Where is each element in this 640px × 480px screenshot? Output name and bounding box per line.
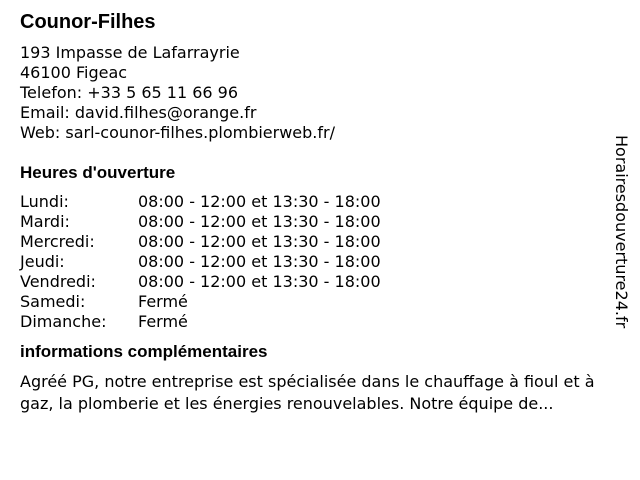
address-street: 193 Impasse de Lafarrayrie [20, 43, 240, 62]
phone-number: Telefon: +33 5 65 11 66 96 [20, 83, 239, 102]
day-label: Samedi: [20, 292, 86, 311]
day-hours: 08:00 - 12:00 et 13:30 - 18:00 [138, 252, 381, 271]
day-label: Mercredi: [20, 232, 95, 251]
hours-row-tuesday [20, 212, 381, 232]
day-hours: 08:00 - 12:00 et 13:30 - 18:00 [138, 192, 381, 211]
day-label: Jeudi: [20, 252, 65, 271]
address-city: 46100 Figeac [20, 63, 128, 82]
site-brand-vertical: Horairesdouverture24.fr [612, 135, 631, 329]
day-label: Lundi: [20, 192, 69, 211]
business-name: Counor-Filhes [20, 11, 156, 33]
day-label: Dimanche: [20, 312, 107, 331]
website-address: Web: sarl-counor-filhes.plombierweb.fr/ [20, 123, 335, 142]
hours-row-thursday [20, 252, 381, 272]
hours-row-monday [20, 192, 381, 212]
hours-row-saturday [20, 292, 381, 312]
opening-hours-table [20, 192, 381, 332]
opening-hours-heading: Heures d'ouverture [20, 163, 176, 182]
day-hours: Fermé [138, 292, 188, 311]
additional-info-heading: informations complémentaires [20, 342, 268, 361]
hours-row-sunday [20, 312, 381, 332]
day-hours: Fermé [138, 312, 188, 331]
business-description: Agréé PG, notre entreprise est spécialisée dans le chauffage à fioul et à gaz, la plomberie et les énergies renouvelables. Notre équipe de... [20, 372, 595, 413]
day-label: Mardi: [20, 212, 70, 231]
hours-row-wednesday [20, 232, 381, 252]
day-label: Vendredi: [20, 272, 96, 291]
day-hours: 08:00 - 12:00 et 13:30 - 18:00 [138, 272, 381, 291]
day-hours: 08:00 - 12:00 et 13:30 - 18:00 [138, 212, 381, 231]
contact-block [20, 43, 620, 143]
email-address: Email: david.filhes@orange.fr [20, 103, 257, 122]
day-hours: 08:00 - 12:00 et 13:30 - 18:00 [138, 232, 381, 251]
hours-row-friday [20, 272, 381, 292]
business-card [20, 10, 620, 415]
